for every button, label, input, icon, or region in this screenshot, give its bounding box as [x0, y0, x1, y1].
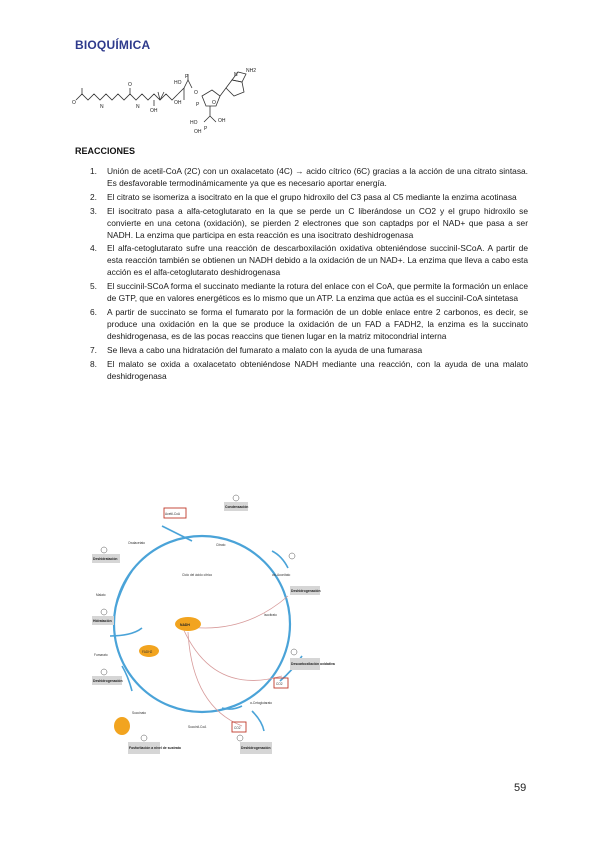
- metabolite-malate: Malato: [96, 593, 106, 597]
- mol-label-oh4: OH: [194, 129, 202, 135]
- step-box-dehydrogenation-1: Deshidrogenación: [93, 679, 123, 683]
- metabolite-oxaloacetate: Oxalacetato: [128, 541, 146, 545]
- step-box-dehydrogenation-2: Deshidrogenación: [291, 589, 321, 593]
- mol-label-p3: P: [204, 126, 208, 132]
- metabolite-isocitrate: Isocitrato: [264, 613, 277, 617]
- reaction-text: El malato se oxida a oxalacetato obteniéndose NADH mediante una reacción, con la ayuda de una malato deshidrogenasa: [107, 358, 528, 381]
- reaction-number: 7.: [90, 344, 97, 355]
- mol-label-o: O: [72, 100, 76, 106]
- metabolite-succinyl-coa: Succinil-CoA: [188, 725, 207, 729]
- reaction-item: [90, 191, 528, 203]
- co2-label-2: CO2: [234, 726, 241, 730]
- page-number: 59: [514, 782, 527, 794]
- mol-label-n1: N: [100, 104, 104, 110]
- reaction-text: Se lleva a cabo una hidratación del fumarato a malato con la ayuda de una fumarasa: [107, 344, 423, 355]
- reaction-text: El succinil-SCoA forma el succinato mediante la rotura del enlace con el CoA, que permite la formación un enlace de GTP, que en valores energéticos es lo mismo que un ATP. La enzima que actúa es el succinil-CoA sintetasa: [107, 281, 528, 304]
- mol-label-p2: P: [196, 102, 200, 108]
- reaction-text: El citrato se isomeriza a isocitrato en la que el grupo hidroxilo del C3 pasa al C5 mediante la enzima acotinasa: [107, 191, 517, 202]
- section-title: REACCIONES: [75, 146, 136, 156]
- cycle-title: Ciclo del ácido cítrico: [182, 573, 213, 577]
- mol-label-o3: O: [194, 90, 198, 96]
- mol-label-o4: O: [212, 100, 216, 106]
- reaction-number: 3.: [90, 205, 97, 216]
- reaction-item: [90, 344, 528, 356]
- step-box-hydration: Hidratación: [93, 619, 112, 623]
- mol-label-oh2: OH: [174, 100, 182, 106]
- mol-label-p1: P: [185, 74, 189, 80]
- reaction-item: [90, 280, 528, 304]
- reaction-number: 6.: [90, 306, 97, 317]
- reaction-text: Unión de acetil-CoA (2C) con un oxalacetato (4C) → acido cítrico (6C) gracias a la acción de una citrato sintasa. Es desfavorable termodinámicamente ya que es necesario aportar energía.: [107, 166, 528, 188]
- reaction-text: El alfa-cetoglutarato sufre una reacción de descarboxilación oxidativa obteniéndose succinil-SCoA. A partir de esta reacción también se obtienen un NADH debido a la oxidación de un NAD+. La enzima que lleva a cabo esta acción es el alfa-cetoglutarato deshidrogenasa: [107, 243, 528, 278]
- fadh2-label: FADH2: [142, 650, 153, 654]
- metabolite-alpha-ketoglutarate: α-Cetoglutarato: [250, 701, 273, 705]
- reaction-item: [90, 306, 528, 342]
- step-box-substrate-phosphorylation: Fosforilación a nivel de sustrato: [129, 746, 182, 750]
- acetyl-coa-label: Acetil-CoA: [165, 512, 181, 516]
- page-header-title: BIOQUÍMICA: [75, 38, 151, 52]
- metabolite-cis-aconitate: cis-Aconitato: [272, 573, 291, 577]
- mol-label-n3: N: [234, 72, 238, 78]
- reaction-number: 8.: [90, 358, 97, 369]
- metabolite-citrate: Citrato: [216, 543, 226, 547]
- step-box-oxidative-decarboxylation: Descarboxilación oxidativa: [291, 662, 335, 666]
- mol-label-ho2: HO: [190, 120, 198, 126]
- mol-label-oh1: OH: [150, 108, 158, 114]
- step-box-dehydration: Deshidratación: [93, 557, 118, 561]
- reactions-list: [90, 165, 528, 383]
- mol-label-oh3: OH: [218, 118, 226, 124]
- reaction-item: [90, 165, 528, 189]
- mol-label-n2: N: [136, 104, 140, 110]
- step-box-condensation: Condensación: [225, 505, 249, 509]
- mol-label-o2: O: [128, 82, 132, 88]
- nadh-label: NADH: [180, 623, 190, 627]
- reaction-item: [90, 242, 528, 278]
- reaction-number: 1.: [90, 166, 97, 176]
- reaction-number: 2.: [90, 191, 97, 202]
- metabolite-succinate: Succinato: [132, 711, 146, 715]
- reaction-item: [90, 358, 528, 382]
- reaction-text: A partir de succinato se forma el fumarato por la formación de un doble enlace entre 2 carbonos, es decir, se produce una oxidación en la que se produce la oxidación de un FAD a FADH2, la enzima es la succinato deshidrogenasa, es de las pocas reaccins que tienen lugar en la matriz mitocondrial interna: [107, 306, 528, 341]
- reaction-item: [90, 205, 528, 241]
- step-box-dehydrogenation-3: Deshidrogenación: [241, 746, 271, 750]
- coenzyme-a-structure: [70, 66, 255, 136]
- co2-label-1: CO2: [276, 682, 283, 686]
- reaction-number: 4.: [90, 243, 97, 254]
- reaction-number: 5.: [90, 281, 97, 292]
- mol-label-nh2: NH2: [246, 68, 257, 74]
- reaction-text: El isocitrato pasa a alfa-cetoglutarato en la que se perde un C liberándose un CO2 y el grupo hidroxilo se convierte en una cetona (oxidación), se pierden 2 electrones que son captadps por el NAD+ que pasa a ser NADH. La enzima que participa en esta reacción es una isocitrato deshidrogenasa: [107, 205, 528, 240]
- cycle-diagram: [92, 496, 335, 779]
- mol-label-ho: HO: [174, 80, 182, 86]
- metabolite-fumarate: Fumarato: [94, 653, 108, 657]
